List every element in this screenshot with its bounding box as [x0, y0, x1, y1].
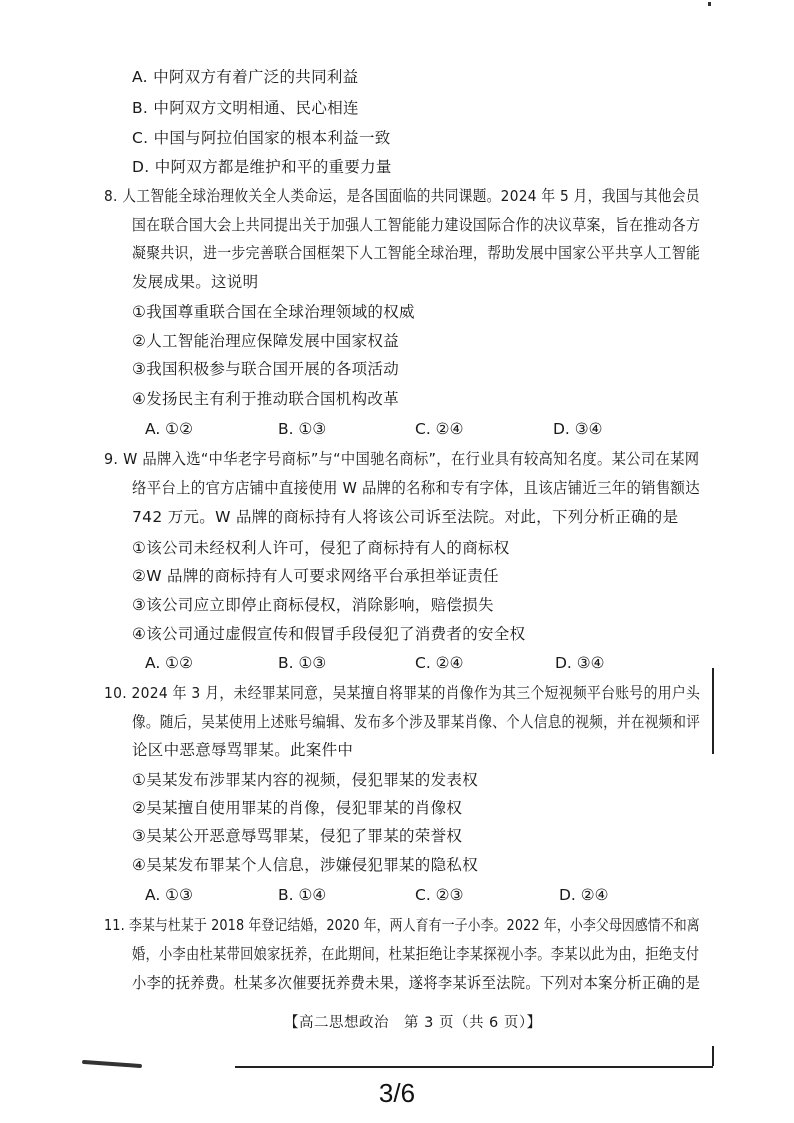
q8-stem-line3: 凝聚共识，进一步完善联合国框架下人工智能全球治理，帮助发展中国家公平共享人工智能 — [132, 244, 701, 262]
q9-stem-line1: 9. W 品牌入选“中华老字号商标”与“中国驰名商标”，在行业具有较高知名度。某公司在某网 — [104, 450, 700, 468]
q9-choice-d: D. ③④ — [555, 654, 605, 672]
q10-statement-2: ②吴某擅自使用罪某的肖像，侵犯罪某的肖像权 — [132, 799, 463, 817]
q11-stem-line3: 小李的抚养费。杜某多次催要抚养费未果，遂将李某诉至法院。下列对本案分析正确的是 — [132, 974, 701, 992]
q10-stem-line1: 10. 2024 年 3 月，未经罪某同意，吴某擅自将罪某的肖像作为其三个短视频平台账号的用户头 — [104, 684, 701, 702]
q9-statement-1: ①该公司未经权利人许可，侵犯了商标持有人的商标权 — [132, 539, 510, 557]
q10-statement-1: ①吴某发布涉罪某内容的视频，侵犯罪某的发表权 — [132, 771, 478, 789]
q8-statement-3: ③我国积极参与联合国开展的各项活动 — [132, 360, 399, 378]
q11-stem-line1: 11. 李某与杜某于 2018 年登记结婚，2020 年，两人育有一子小李。2022 年，小李父母因感情不和离 — [104, 916, 700, 934]
q8-choice-a: A. ①② — [145, 420, 193, 438]
q10-stem-line2: 像。随后，吴某使用上述账号编辑、发布多个涉及罪某肖像、个人信息的视频，并在视频和评 — [132, 713, 701, 731]
margin-mark — [712, 668, 714, 754]
q8-choice-b: B. ①③ — [278, 420, 327, 438]
page-number: 3/6 — [378, 1078, 416, 1108]
q9-answer-choices — [145, 652, 615, 674]
q10-choice-c: C. ②③ — [415, 886, 464, 904]
q9-stem-line2: 络平台上的官方店铺中直接使用 W 品牌的名称和专有字体，且该店铺近三年的销售额达 — [132, 479, 700, 497]
q10-stem-line3: 论区中恶意辱骂罪某。此案件中 — [132, 741, 354, 759]
q8-statement-1: ①我国尊重联合国在全球治理领域的权威 — [132, 303, 415, 321]
q10-choice-a: A. ①③ — [145, 886, 193, 904]
q10-answer-choices — [145, 884, 615, 906]
q7-option-a: A. 中阿双方有着广泛的共同利益 — [132, 68, 359, 86]
q8-choice-c: C. ②④ — [415, 420, 464, 438]
q8-choice-d: D. ③④ — [553, 420, 603, 438]
q11-stem-line2: 婚，小李由杜某带回娘家抚养，在此期间，杜某拒绝让李某探视小李。李某以此为由，拒绝支付 — [132, 945, 700, 963]
q8-stem-line2: 国在联合国大会上共同提出关于加强人工智能能力建设国际合作的决议草案，旨在推动各方 — [132, 216, 701, 234]
q9-choice-b: B. ①③ — [278, 654, 327, 672]
q9-statement-2: ②W 品牌的商标持有人可要求网络平台承担举证责任 — [132, 567, 499, 585]
q9-statement-3: ③该公司应立即停止商标侵权，消除影响，赔偿损失 — [132, 596, 494, 614]
q10-statement-4: ④吴某发布罪某个人信息，涉嫌侵犯罪某的隐私权 — [132, 856, 478, 874]
page-footer: 【高二思想政治 第 3 页（共 6 页）】 — [284, 1015, 542, 1031]
scan-smudge — [82, 1060, 142, 1068]
q8-stem-line1: 8. 人工智能全球治理攸关全人类命运，是各国面临的共同课题。2024 年 5 月，我国与其他会员 — [104, 187, 700, 205]
q9-stem-line3: 742 万元。W 品牌的商标持有人将该公司诉至法院。对此，下列分析正确的是 — [132, 508, 679, 526]
margin-mark — [712, 1046, 714, 1066]
q10-choice-d: D. ②④ — [559, 886, 609, 904]
scan-dot — [708, 2, 711, 6]
q8-stem-line4: 发展成果。这说明 — [132, 273, 259, 291]
q9-choice-a: A. ①② — [145, 654, 193, 672]
q8-answer-choices — [145, 418, 615, 440]
q9-statement-4: ④该公司通过虚假宣传和假冒手段侵犯了消费者的安全权 — [132, 625, 526, 643]
q9-choice-c: C. ②④ — [415, 654, 464, 672]
q7-option-c: C. 中国与阿拉伯国家的根本利益一致 — [132, 129, 391, 147]
bottom-rule — [235, 1066, 713, 1068]
q10-choice-b: B. ①④ — [278, 886, 327, 904]
q7-option-d: D. 中阿双方都是维护和平的重要力量 — [132, 158, 392, 176]
q7-option-b: B. 中阿双方文明相通、民心相连 — [132, 99, 359, 117]
q8-statement-2: ②人工智能治理应保障发展中国家权益 — [132, 332, 399, 350]
q8-statement-4: ④发扬民主有利于推动联合国机构改革 — [132, 390, 399, 408]
q10-statement-3: ③吴某公开恶意辱骂罪某，侵犯了罪某的荣誉权 — [132, 827, 463, 845]
